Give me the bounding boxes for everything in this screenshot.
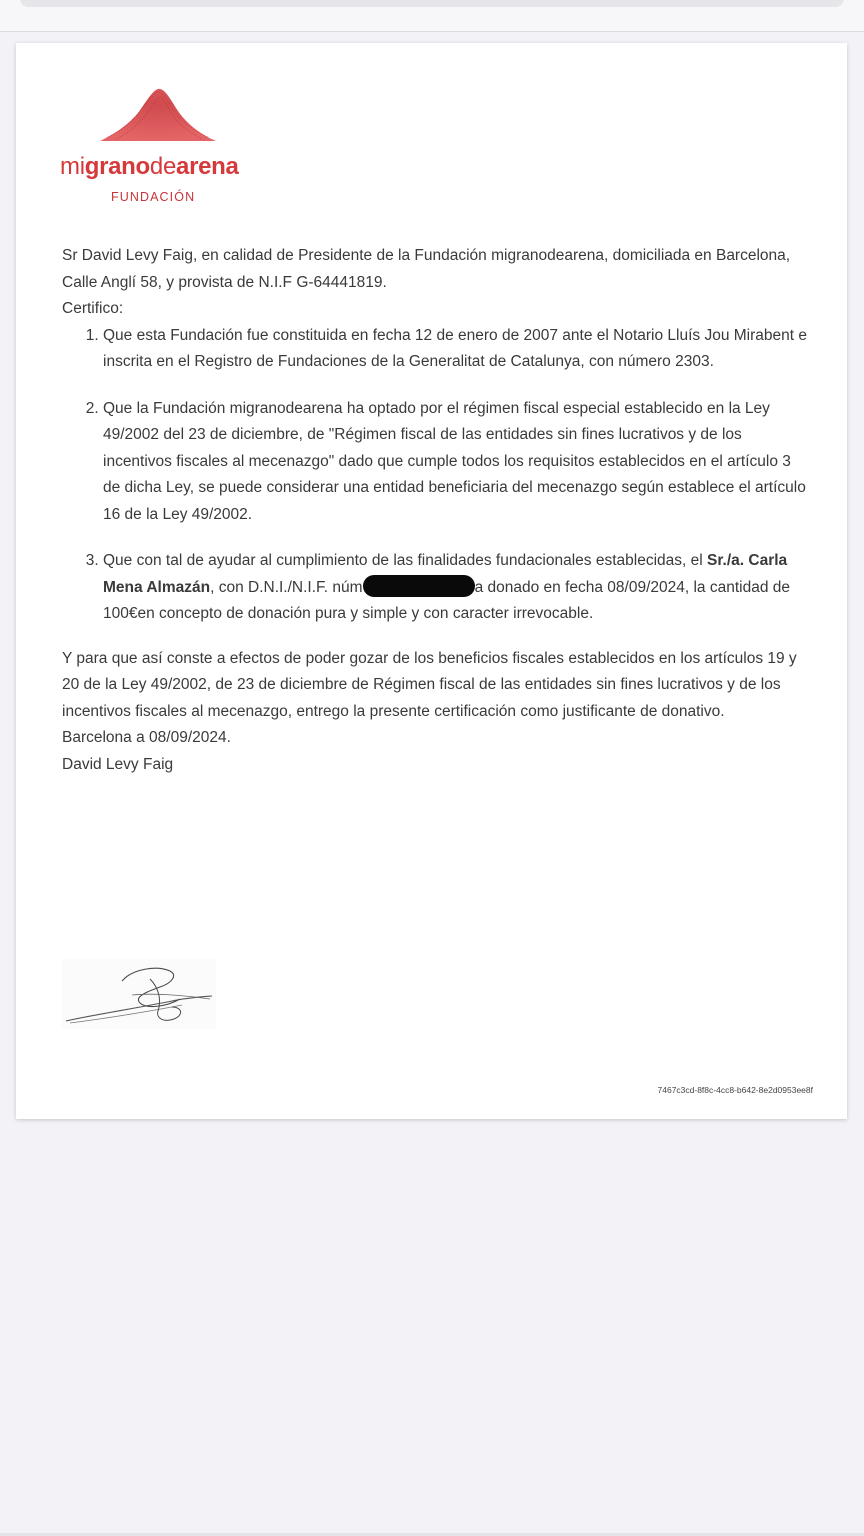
logo-word-mi: mi (60, 153, 85, 180)
signer-name: David Levy Faig (62, 755, 174, 773)
list-item: 1. Que esta Fundación fue constituida en fecha 12 de enero de 2007 ante el Notario Lluís Jou Mirabent e inscrita en el Registro de Fundaciones de la Generalitat de Catalunya, con número 2303. (103, 323, 810, 376)
list-item (103, 548, 810, 628)
closing-paragraph: Y para que así conste a efectos de poder gozar de los beneficios fiscales establecidos en los artículos 19 y 20 de la Ley 49/2002, de 23 de diciembre de Régimen fiscal de las entidades sin fines lucrativos y de los incentivos fiscales al mecenazgo, entrego la presente certificación como justificante de donativo. (62, 649, 797, 720)
donor-name: Sr./a. Carla Mena Almazán (103, 552, 788, 596)
document-page (16, 43, 847, 1119)
intro-paragraph: Sr David Levy Faig, en calidad de Presidente de la Fundación migranodearena, domiciliada en Barcelona, Calle Anglí 58, y provista de N.I.F G-64441819. (62, 247, 791, 291)
document-hash: 7467c3cd-8f8c-4cc8-b642-8e2d0953ee8f (657, 1085, 813, 1095)
logo-word-grano: grano (84, 153, 150, 180)
item3-mid-text: , con D.N.I./N.I.F. núm (210, 578, 363, 596)
item3-pre-text: Que con tal de ayudar al cumplimiento de las finalidades fundacionales establecidas, el (103, 552, 708, 569)
redacted-nif (363, 575, 475, 597)
certification-list (62, 323, 810, 628)
sand-pile-logo-icon (98, 87, 218, 145)
handwritten-signature (62, 959, 216, 1029)
foundation-logo (60, 87, 250, 207)
list-item: 2. Que la Fundación migranodearena ha optado por el régimen fiscal especial establecido en la Ley 49/2002 del 23 de diciembre, de "Régimen fiscal de las entidades sin fines lucrativos y de los incentivos fiscales al mecenazgo" dado que cumple todos los requisitos establecidos en el artículo 3 de dicha Ley, se puede considerar una entidad beneficiaria del mecenazgo según establece el artículo 16 de la Ley 49/2002. (103, 396, 810, 529)
logo-word-de: de (149, 153, 177, 180)
logo-wordmark (60, 153, 239, 181)
viewer-toolbar (0, 0, 864, 32)
logo-subtitle: FUNDACIÓN (111, 190, 196, 204)
address-bar[interactable] (20, 0, 844, 7)
certifico-heading: Certifico: (62, 300, 124, 317)
logo-word-arena: arena (176, 153, 239, 180)
place-date: Barcelona a 08/09/2024. (62, 729, 231, 746)
certificate-body (62, 243, 810, 778)
item3-post-text: a donado en fecha 08/09/2024, la cantidad de 100€en concepto de donación pura y simple y con caracter irrevocable. (103, 578, 790, 622)
